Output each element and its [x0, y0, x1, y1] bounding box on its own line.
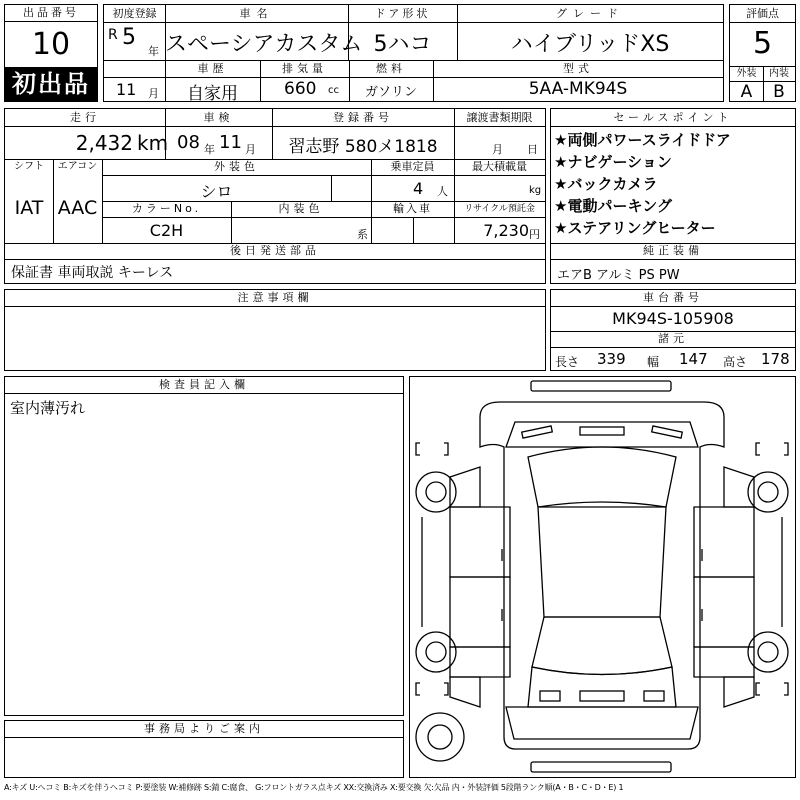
damage-legend: A:キズ U:ヘコミ B:キズを伴うヘコミ P:要塗装 W:補修跡 S:錆 C:腐食、 G:フロントガラス点キズ XX:交換済み X:要交換 欠:欠品 内・外装評価 5段階ランク順(A・B・C・D・E) 1 — [4, 783, 624, 792]
displacement-unit: cc — [328, 85, 339, 96]
fuel-value: ガソリン — [364, 85, 417, 100]
chassis-number: MK94S-105908 — [612, 309, 734, 328]
import-label: 輸入車 — [393, 202, 432, 215]
lot-label: 出品番号 — [5, 5, 97, 22]
inspection-month: 11 — [219, 132, 242, 153]
color-no-value: C2H — [149, 221, 184, 240]
width-label: 幅 — [647, 355, 660, 369]
model-code-value: 5AA-MK94S — [528, 79, 628, 99]
car-name: スペーシアカスタム — [165, 32, 363, 57]
first-reg-year-unit: 年 — [148, 45, 159, 58]
transfer-month-unit: 月 — [492, 143, 503, 156]
aircon-value: AAC — [57, 197, 98, 219]
spec-table — [4, 108, 546, 284]
vehicle-info-box — [103, 4, 724, 102]
displacement-label: 排気量 — [282, 62, 327, 75]
inspector-label: 検査員記入欄 — [159, 378, 249, 391]
aircon-label: エアコン — [57, 161, 98, 172]
damage-diagram-box — [409, 376, 796, 778]
later-parts-label: 後日発送部品 — [230, 244, 320, 257]
lot-box — [4, 4, 98, 102]
first-reg-year: 5 — [122, 25, 136, 50]
shift-value: IAT — [14, 197, 44, 219]
first-reg-month: 11 — [116, 80, 137, 99]
max-load-unit: kg — [529, 185, 542, 196]
model-code-label: 型式 — [563, 62, 593, 75]
ext-color-value: シロ — [200, 182, 233, 201]
history-label: 車歴 — [197, 62, 228, 75]
length-value: 339 — [597, 350, 626, 368]
displacement-value: 660 — [284, 79, 317, 99]
capacity-value: 4 — [413, 179, 424, 198]
height-label: 高さ — [723, 355, 748, 369]
width-value: 147 — [679, 350, 708, 368]
transfer-day-unit: 日 — [527, 143, 538, 156]
car-name-label: 車名 — [239, 7, 274, 20]
lot-number: 10 — [31, 27, 71, 62]
score-value: 5 — [752, 26, 773, 61]
chassis-box — [550, 289, 796, 371]
capacity-unit: 人 — [437, 185, 448, 198]
first-reg-label: 初度登録 — [112, 7, 157, 20]
inspection-year-unit: 年 — [204, 143, 215, 156]
sales-point-item: ★バックカメラ — [554, 175, 658, 193]
score-label: 評価点 — [746, 7, 779, 20]
inspection-year: 08 — [177, 132, 200, 153]
dims-label: 諸元 — [658, 332, 688, 345]
inspection-label: 車検 — [203, 111, 234, 124]
sales-point-item: ★ステアリングヒーター — [554, 219, 716, 237]
registration-number: 習志野 580メ1818 — [288, 137, 438, 157]
notes-box — [4, 289, 546, 371]
recycle-label: リサイクル預託金 — [464, 204, 535, 214]
fuel-label: 燃料 — [376, 62, 406, 75]
recycle-unit: 円 — [529, 228, 540, 241]
equipment-label: 純正装備 — [643, 244, 703, 257]
mileage-unit: km — [137, 131, 169, 155]
sales-points-label: セールスポイント — [613, 111, 733, 124]
exterior-grade: A — [740, 82, 753, 102]
interior-grade: B — [773, 82, 785, 102]
office-label: 事務局よりご案内 — [144, 722, 264, 735]
mileage-label: 走行 — [70, 111, 100, 124]
sales-point-item: ★ナビゲーション — [554, 153, 672, 171]
door-label: ドア形状 — [374, 7, 431, 20]
capacity-label: 乗車定員 — [390, 160, 435, 173]
sales-points-box — [550, 108, 796, 284]
inspector-box — [4, 376, 404, 716]
first-reg-era: R — [108, 27, 118, 43]
max-load-label: 最大積載量 — [472, 160, 527, 173]
shift-label: シフト — [14, 161, 44, 172]
int-color-label: 内装色 — [278, 202, 324, 215]
first-listing-badge: 初出品 — [5, 67, 97, 101]
exterior-label: 外装 — [736, 68, 757, 79]
history-value: 自家用 — [187, 84, 238, 104]
car-damage-diagram — [410, 377, 794, 776]
door-type: 5ハコ — [373, 32, 432, 57]
later-parts-value: 保証書 車両取説 キーレス — [11, 265, 174, 281]
color-no-label: カラーNo. — [131, 202, 202, 215]
mileage-value: 2,432 — [75, 131, 133, 155]
notes-label: 注意事項欄 — [237, 291, 313, 304]
transfer-label: 譲渡書類期限 — [466, 111, 533, 124]
office-box — [4, 720, 404, 778]
inspection-month-unit: 月 — [245, 143, 256, 156]
grade-label: グレード — [556, 7, 624, 20]
recycle-value: 7,230 — [483, 221, 529, 240]
ext-color-label: 外装色 — [214, 160, 259, 173]
reg-no-label: 登録番号 — [333, 111, 393, 124]
first-reg-month-unit: 月 — [148, 87, 159, 100]
int-color-suffix: 系 — [357, 228, 368, 241]
height-value: 178 — [761, 350, 790, 368]
score-box — [729, 4, 796, 102]
inspector-comment: 室内薄汚れ — [10, 399, 86, 417]
grade-value: ハイブリッドXS — [510, 32, 670, 57]
equipment-value: エアB アルミ PS PW — [557, 268, 680, 283]
chassis-label: 車台番号 — [643, 291, 703, 304]
interior-label: 内装 — [769, 68, 789, 79]
length-label: 長さ — [555, 355, 580, 369]
sales-point-item: ★電動パーキング — [554, 197, 672, 215]
sales-point-item: ★両側パワースライドドア — [554, 131, 731, 149]
